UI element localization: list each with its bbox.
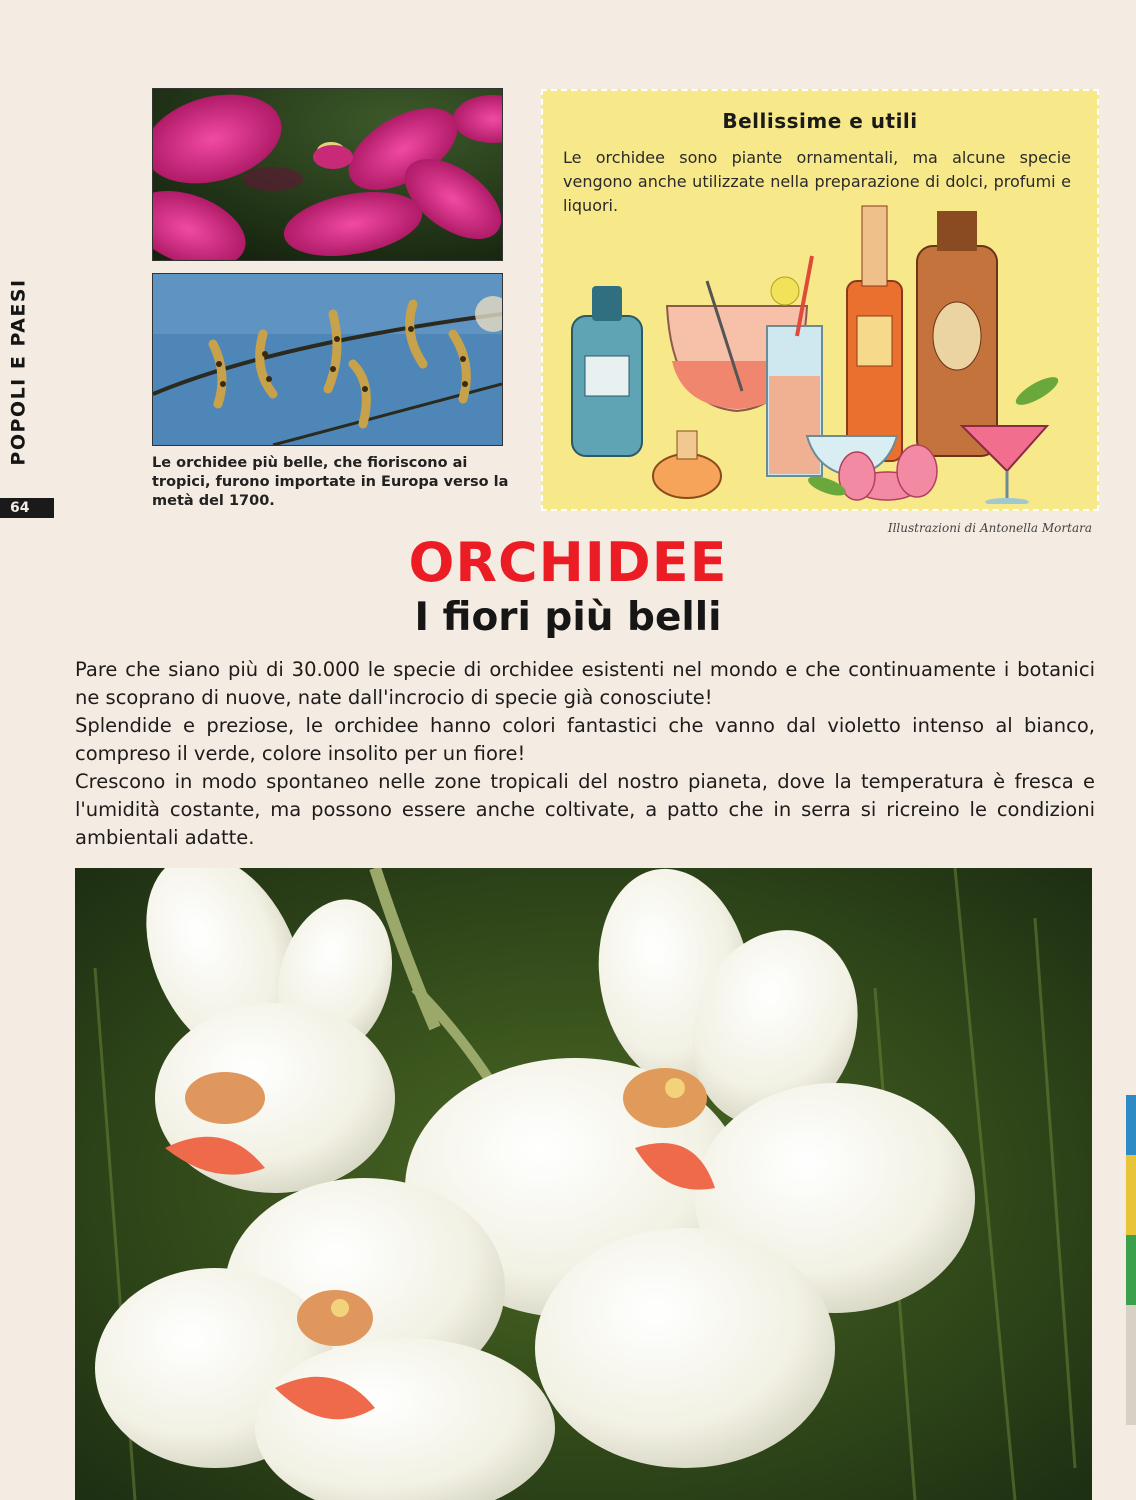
bottles-illustration [557, 186, 1082, 504]
page-edge-strip [1126, 1095, 1136, 1425]
paragraph: Splendide e preziose, le orchidee hanno colori fantastici che vanno dal violetto intenso al bianco, compreso il verde, colore insolito per un fiore! [75, 714, 1095, 765]
article-subtitle: I fiori più belli [414, 595, 722, 640]
illustration-credit: Illustrazioni di Antonella Mortara [887, 521, 1092, 535]
magenta-orchid-photo [152, 88, 503, 261]
article-title: ORCHIDEE [408, 531, 728, 594]
article-body [75, 656, 1095, 852]
spotted-orchid-photo [152, 273, 503, 446]
section-label: POPOLI E PAESI [8, 278, 31, 466]
page-number: 64 [0, 498, 54, 518]
photo-caption: Le orchidee più belle, che fioriscono ai tropici, furono importate in Europa verso la metà del 1700. [152, 455, 509, 509]
paragraph: Pare che siano più di 30.000 le specie di orchidee esistenti nel mondo e che continuamente i botanici ne scoprano di nuove, nate dall'incrocio di specie già conosciute! [75, 658, 1095, 709]
white-orchid-photo [75, 868, 1092, 1500]
info-box-title: Bellissime e utili [722, 109, 918, 133]
info-box-text: Le orchidee sono piante ornamentali, ma alcune specie vengono anche utilizzate nella preparazione di dolci, profumi e liquori. [563, 148, 1071, 215]
info-box [541, 89, 1099, 511]
paragraph: Crescono in modo spontaneo nelle zone tropicali del nostro pianeta, dove la temperatura è fresca e l'umidità costante, ma possono essere anche coltivate, a patto che in serra si ricreino le condizioni ambientali adatte. [75, 770, 1095, 849]
